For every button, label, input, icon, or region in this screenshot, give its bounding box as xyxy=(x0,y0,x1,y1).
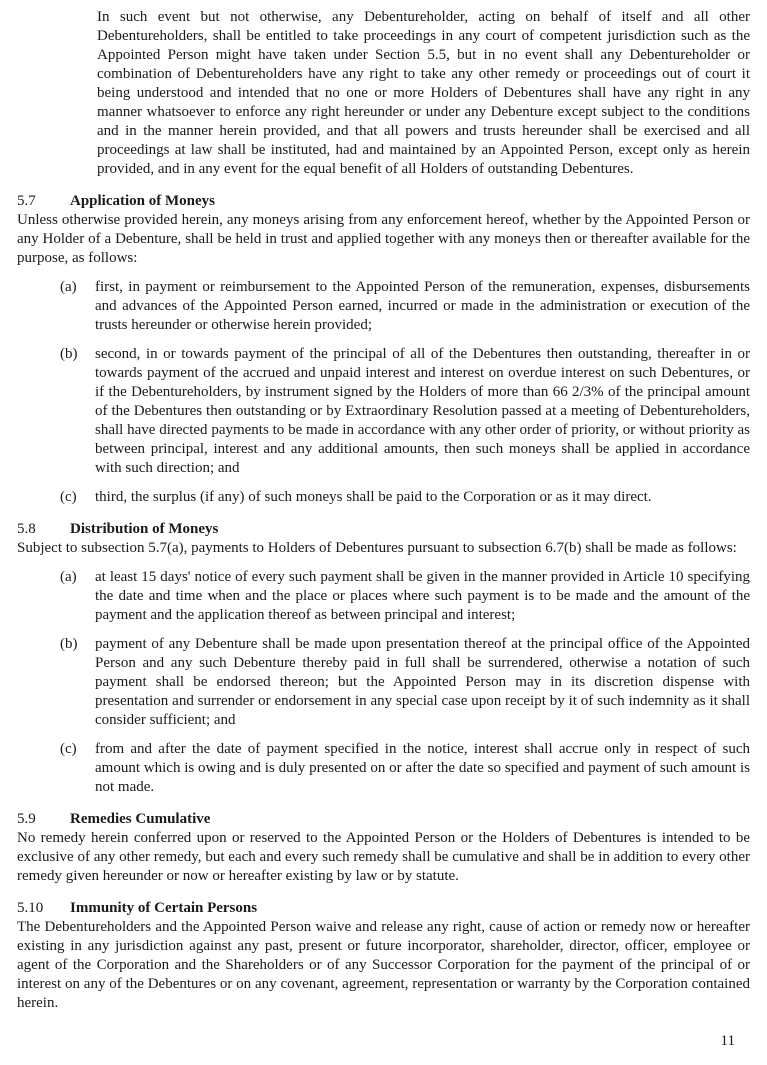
list-item-text: first, in payment or reimbursement to the Appointed Person of the remuneration, expenses, disbursements and advances of the Appointed Person earned, incurred or made in the administration or execution of the trusts hereunder or otherwise herein provided; xyxy=(95,279,750,333)
section-body: Subject to subsection 5.7(a), payments to Holders of Debentures pursuant to subsection 6.7(b) shall be made as follows: xyxy=(17,540,737,556)
list-item-label: (b) xyxy=(60,346,78,362)
section-body: Unless otherwise provided herein, any moneys arising from any enforcement hereof, whether by the Appointed Person or any Holder of a Debenture, shall be held in trust and applied together with any moneys then or thereafter available for the purpose, as follows: xyxy=(17,212,750,266)
list-item-label: (b) xyxy=(60,636,78,652)
list-item xyxy=(60,488,750,507)
intro-paragraph: In such event but not otherwise, any Debentureholder, acting on behalf of itself and all other Debentureholders, shall be entitled to take proceedings in any court of competent jurisdiction such as the Appointed Person might have taken under Section 5.5, but in no event shall any Debentureholder or combination of Debentureholders have any right to take any other remedy or proceedings out of court it being understood and intended that no one or more Holders of Debentures shall have any right in any manner whatsoever to enforce any right hereunder or under any Debenture except subject to the conditions and in the manner herein provided, and that all powers and trusts hereunder shall be exercised and all proceedings at law shall be instituted, had and maintained by an Appointed Person, except only as herein provided, and in any event for the equal benefit of all Holders of outstanding Debentures. xyxy=(97,9,750,177)
list-item-text: payment of any Debenture shall be made upon presentation thereof at the principal office of the Appointed Person and any such Debenture thereby paid in full shall be surrendered, otherwise a notation of such payment shall be endorsed thereon; but the Appointed Person may in its discretion dispense with presentation and surrender or endorsement in any special case upon receipt by it of such indemnity as it shall consider sufficient; and xyxy=(95,636,750,728)
section-body: The Debentureholders and the Appointed Person waive and release any right, cause of action or remedy now or hereafter existing in any jurisdiction against any past, present or future incorporator, shareholder, director, officer, employee or agent of the Corporation and the Shareholders or of any Successor Corporation for the payment of the principal of or interest on any of the Debentures or on any covenant, agreement, representation or warranty by the Corporation contained herein. xyxy=(17,919,750,1011)
page-number: 11 xyxy=(720,1033,735,1049)
list-item-label: (c) xyxy=(60,489,77,505)
list-item xyxy=(60,740,750,797)
section-number: 5.10 xyxy=(17,900,44,916)
section-5-7 xyxy=(17,192,750,507)
section-heading xyxy=(17,520,750,539)
list-item xyxy=(60,635,750,730)
list-item xyxy=(60,345,750,478)
section-5-10 xyxy=(17,899,750,1013)
list-item-label: (a) xyxy=(60,569,77,585)
list-item-label: (c) xyxy=(60,741,77,757)
section-5-9 xyxy=(17,810,750,886)
list-item-text: at least 15 days' notice of every such payment shall be given in the manner provided in Article 10 specifying the date and time when and the place or places where such payment is to be made and the amount of the payment and the application thereof as between principal and interest; xyxy=(95,569,750,623)
section-heading xyxy=(17,899,750,918)
section-heading xyxy=(17,192,750,211)
section-number: 5.7 xyxy=(17,193,36,209)
list-item xyxy=(60,568,750,625)
list-item xyxy=(60,278,750,335)
section-number: 5.8 xyxy=(17,521,36,537)
list-item-text: from and after the date of payment specified in the notice, interest shall accrue only in respect of such amount which is owing and is duly presented on or after the date so specified and payment of such amount is not made. xyxy=(95,741,750,795)
section-title: Distribution of Moneys xyxy=(70,521,219,537)
section-title: Immunity of Certain Persons xyxy=(70,900,258,916)
list-item-text: third, the surplus (if any) of such moneys shall be paid to the Corporation or as it may direct. xyxy=(95,489,652,505)
section-title: Application of Moneys xyxy=(70,193,216,209)
section-title: Remedies Cumulative xyxy=(70,811,211,827)
section-body: No remedy herein conferred upon or reserved to the Appointed Person or the Holders of Debentures is intended to be exclusive of any other remedy, but each and every such remedy shall be cumulative and shall be in addition to every other remedy given hereunder or now or hereafter existing by law or by statute. xyxy=(17,830,750,884)
list-item-label: (a) xyxy=(60,279,77,295)
section-number: 5.9 xyxy=(17,811,36,827)
section-heading xyxy=(17,810,750,829)
list-item-text: second, in or towards payment of the principal of all of the Debentures then outstanding, thereafter in or towards payment of the accrued and unpaid interest and interest on overdue interest on such Debentures, or if the Debentureholders, by instrument signed by the Holders of more than 66 2/3% of the principal amount of the Debentures then outstanding or by Extraordinary Resolution passed at a meeting of Debentureholders, shall have directed payments to be made in accordance with any other order of priority, or without priority as between principal, interest and any additional amounts, then such moneys shall be applied in accordance with such direction; and xyxy=(95,346,750,476)
section-5-8 xyxy=(17,520,750,797)
